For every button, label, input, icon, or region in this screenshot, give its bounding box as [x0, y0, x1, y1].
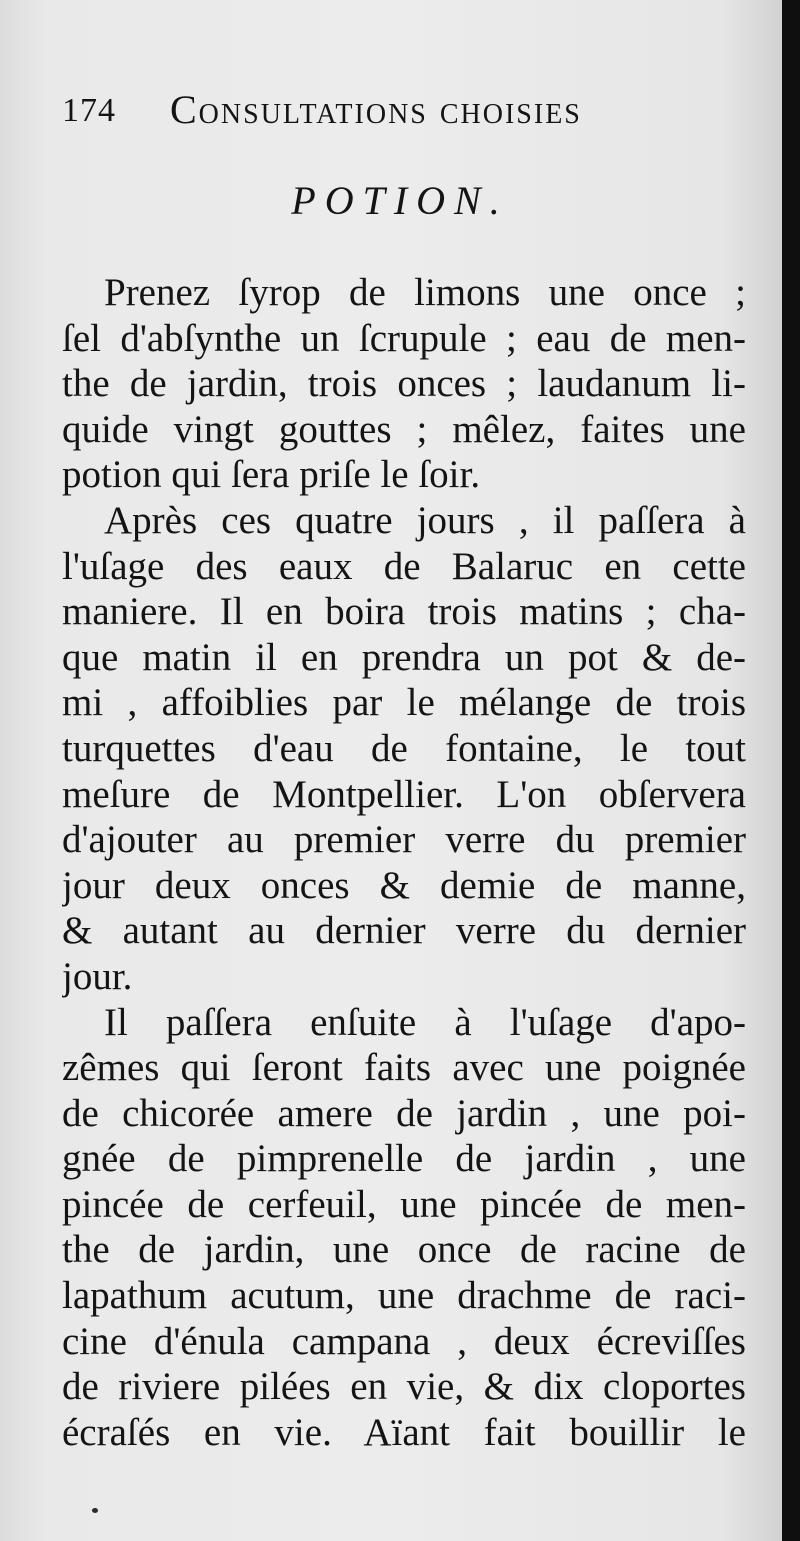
text-line: the de jardin, trois onces ; laudanum li- [62, 362, 746, 406]
text-line: meſure de Montpellier. L'on obſervera [62, 772, 746, 816]
text-line: jour deux onces & demie de manne, [62, 863, 746, 907]
text-line: Après ces quatre jours , il paſſera à [104, 498, 746, 542]
page-edge-shadow [782, 0, 800, 1541]
text-line: de riviere pilées en vie, & dix cloportes [62, 1365, 746, 1409]
text-line: turquettes d'eau de fontaine, le tout [62, 726, 746, 770]
text-line: lapathum acutum, une drachme de raci- [62, 1274, 746, 1318]
text-line: Il paſſera enſuite à l'uſage d'apo- [104, 1000, 746, 1044]
text-line: mi , affoiblies par le mélange de trois [62, 681, 746, 725]
section-title: POTION. [291, 178, 509, 223]
running-header [62, 84, 742, 134]
running-title: Consultations choisies [170, 87, 582, 132]
text-line: Prenez ſyrop de limons une once ; [104, 271, 746, 314]
text-line: gnée de pimprenelle de jardin , une [62, 1137, 746, 1181]
text-line: the de jardin, une once de racine de [62, 1228, 746, 1272]
text-line: d'ajouter au premier verre du premier [62, 818, 746, 862]
body-text [62, 270, 746, 1455]
text-line: zêmes qui ſeront faits avec une poignée [62, 1046, 746, 1090]
text-line: que matin il en prendra un pot & de- [62, 635, 746, 679]
text-line: jour. [62, 954, 133, 998]
text-line: maniere. Il en boira trois matins ; cha- [62, 590, 746, 634]
page-number: 174 [62, 92, 116, 129]
text-line: ſel d'abſynthe un ſcrupule ; eau de men- [62, 316, 746, 360]
text-line: l'uſage des eaux de Balaruc en cette [62, 544, 746, 588]
text-line: cine d'énula campana , deux écreviſſes [62, 1319, 746, 1363]
text-line: & autant au dernier verre du dernier [62, 909, 746, 953]
text-line: pincée de cerfeuil, une pincée de men- [62, 1182, 746, 1226]
paper-speck [92, 1508, 98, 1513]
text-line: écraſés en vie. Aïant fait bouillir le [62, 1410, 746, 1454]
text-line: quide vingt gouttes ; mêlez, faites une [62, 407, 746, 451]
text-line: potion qui ſera priſe le ſoir. [62, 453, 481, 497]
text-line: de chicorée amere de jardin , une poi- [62, 1091, 746, 1135]
